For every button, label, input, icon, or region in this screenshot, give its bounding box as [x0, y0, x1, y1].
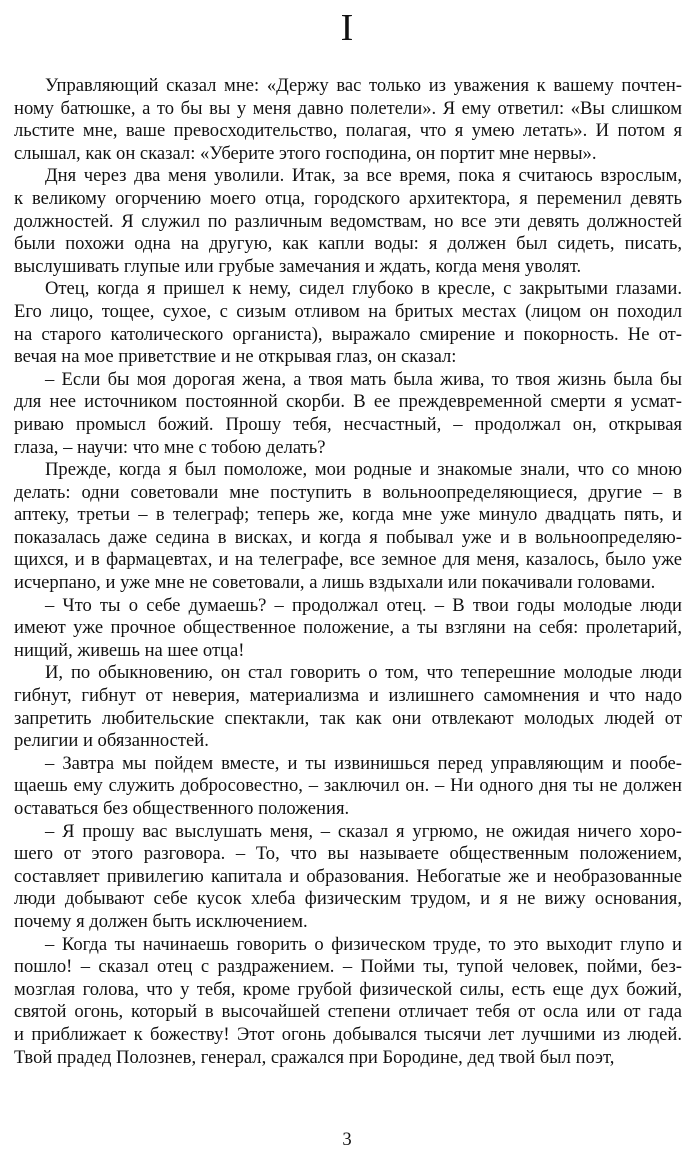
paragraph — [14, 662, 682, 752]
paragraph — [14, 934, 682, 1070]
page-number: 3 — [342, 1129, 352, 1150]
text-line: риваю промысл божий. Прошу тебя, несчастный, – продолжал он, открывая — [14, 413, 682, 435]
text-line: должностей. Я служил по различным ведомствам, но все эти девять должностей — [14, 210, 682, 232]
text-line: делать: одни советовали мне поступить в вольноопределяющиеся, другие – в — [14, 481, 682, 503]
text-line: почему я должен быть исключением. — [14, 910, 308, 932]
text-line: глаза, – научи: что мне с тобою делать? — [14, 436, 326, 458]
text-line: показалась даже седина в висках, и когда я побывал уже и в вольноопределяю- — [14, 526, 682, 548]
text-line: Управляющий сказал мне: «Держу вас только из уважения к вашему почтен- — [45, 75, 682, 96]
paragraph — [14, 369, 682, 459]
paragraph — [14, 821, 682, 934]
paragraph — [14, 753, 682, 821]
text-line: шего от этого разговора. – То, что вы называете общественным положением, — [14, 843, 682, 865]
text-line: на старого католического органиста), выражало смирение и покорность. Не от- — [14, 323, 682, 345]
text-line: Твой прадед Полознев, генерал, сражался при Бородине, дед твой был поэт, — [14, 1046, 615, 1068]
text-line: святой огонь, который в высочайшей степени отличает тебя от осла или от гада — [14, 1001, 682, 1023]
paragraph — [14, 459, 682, 595]
text-line: исчерпано, и уже мне не советовали, а лишь вздыхали или покачивали головами. — [14, 572, 656, 594]
text-line: И, по обыкновению, он стал говорить о том, что теперешние молодые люди — [45, 662, 682, 684]
text-line: аптеку, третьи – в телеграф; теперь же, когда мне уже минуло двадцать пять, и — [14, 504, 682, 526]
text-line: составляет привилегию капитала и образования. Небогатые же и необразованные — [14, 865, 682, 887]
text-line: слышал, как он сказал: «Уберите этого господина, он портит мне нервы». — [14, 142, 597, 164]
text-line: – Если бы моя дорогая жена, а твоя мать была жива, то твоя жизнь была бы — [45, 368, 682, 390]
text-line: – Завтра мы пойдем вместе, и ты извинишься перед управляющим и пообе- — [45, 752, 682, 774]
text-line: выслушивать глупые или грубые замечания и ждать, когда меня уволят. — [14, 255, 582, 277]
text-line: запретить любительские спектакли, так как они отвлекают молодых людей от — [14, 707, 682, 729]
text-line: – Я прошу вас выслушать меня, – сказал я угрюмо, не ожидая ничего хоро- — [45, 820, 682, 842]
text-line: – Что ты о себе думаешь? – продолжал отец. – В твои годы молодые люди — [45, 594, 682, 616]
text-line: – Когда ты начинаешь говорить о физическом труде, то это выходит глупо и — [45, 933, 682, 955]
text-line: щаешь ему служить добросовестно, – заключил он. – Ни одного дня ты не должен — [14, 775, 682, 797]
text-line: ному батюшке, а то бы вы у меня давно полетели». Я ему ответил: «Вы слишком — [14, 97, 682, 119]
chapter-title: I — [340, 7, 354, 49]
text-line: щихся, и в фармацевтах, и на телеграфе, все земное для меня, казалось, было уже — [14, 549, 682, 571]
text-line: льстите мне, ваше превосходительство, полагая, что я умею летать». И потом я — [14, 120, 682, 142]
text-line: Его лицо, тощее, сухое, с сизым отливом на бритых местах (лицом он походил — [14, 300, 682, 322]
paragraph — [14, 75, 682, 165]
text-line: гибнут, гибнут от неверия, материализма и излишнего самомнения и что надо — [14, 685, 682, 707]
text-line: вечая на мое приветствие и не открывая глаз, он сказал: — [14, 346, 457, 368]
text-line: имеют уже прочное общественное положение, а ты взгляни на себя: пролетарий, — [14, 617, 682, 639]
text-line: Прежде, когда я был помоложе, мои родные и знакомые знали, что со мною — [45, 459, 682, 481]
text-line: для нее источником постоянной скорби. В ее преждевременной смерти я усмат- — [14, 391, 682, 413]
text-line: люди добывают себе кусок хлеба физическим трудом, и я не вижу основания, — [14, 888, 682, 910]
paragraph — [14, 165, 682, 278]
paragraph — [14, 278, 682, 368]
text-line: мозглая голова, что у тебя, кроме грубой физической силы, есть еще дух божий, — [14, 978, 682, 1000]
text-line: Отец, когда я пришел к нему, сидел глубоко в кресле, с закрытыми глазами. — [45, 278, 682, 300]
text-line: оставаться без общественного положения. — [14, 798, 350, 819]
text-line: религии и обязанностей. — [14, 730, 209, 752]
text-line: Дня через два меня уволили. Итак, за все время, пока я считаюсь взрослым, — [45, 165, 682, 187]
text-line: пошло! – сказал отец с раздражением. – Пойми ты, тупой человек, пойми, без- — [14, 956, 682, 978]
text-line: к великому огорчению моего отца, городского архитектора, я переменил девять — [14, 187, 682, 209]
text-line: и приближает к божеству! Этот огонь добывался тысячи лет лучшими из людей. — [14, 1023, 682, 1045]
text-line: нищий, живешь на шее отца! — [14, 639, 245, 661]
body-text — [14, 75, 682, 1069]
text-line: были похожи одна на другую, как капли воды: я должен был сидеть, писать, — [14, 233, 682, 255]
paragraph — [14, 595, 682, 663]
